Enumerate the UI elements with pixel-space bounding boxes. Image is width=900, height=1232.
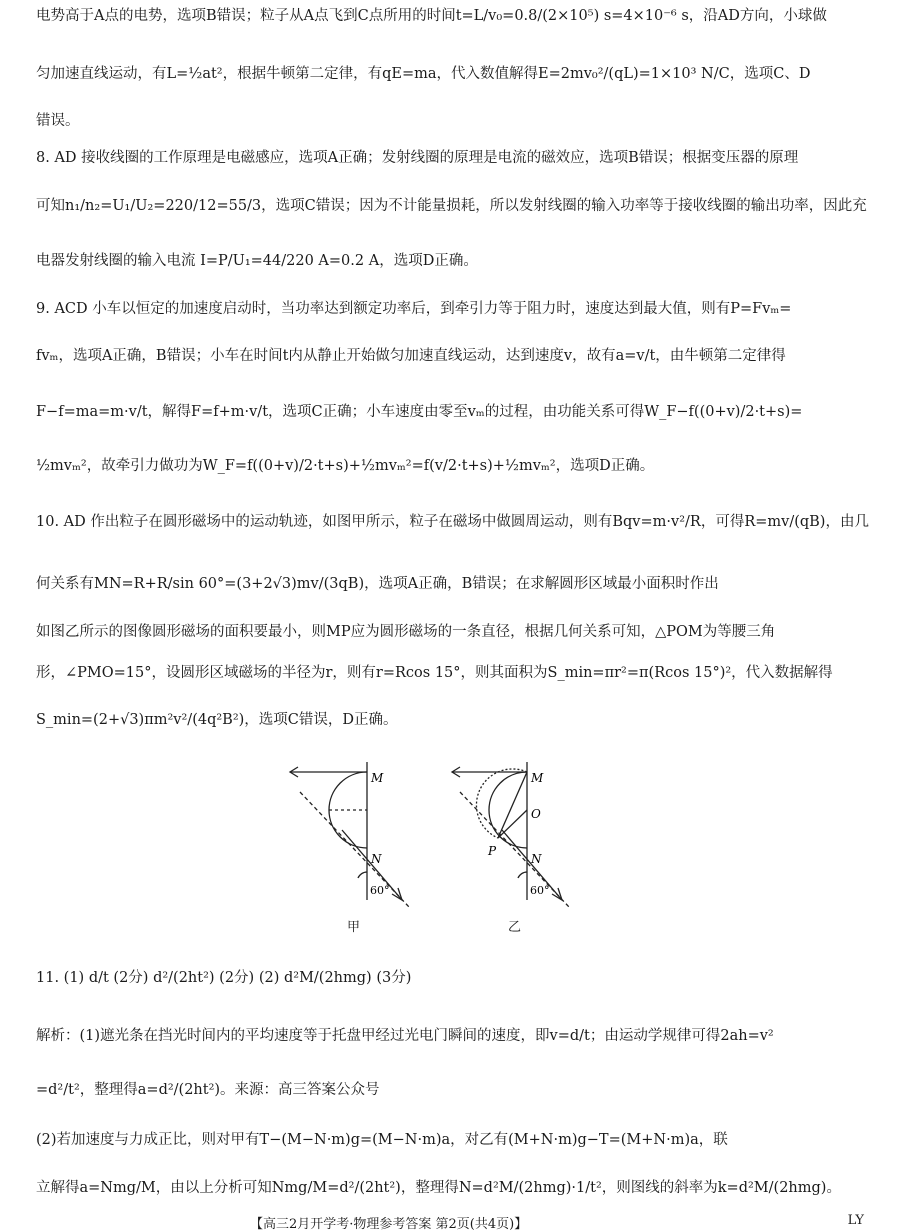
text-line: 立解得a=Nmg/M，由以上分析可知Nmg/M=d²/(2ht²)，整理得N=d²M/(2hmg)·1/t²，则图线的斜率为k=d²M/(2hmg)。 [36, 1180, 841, 1196]
text-line: 形，∠PMO=15°，设圆形区域磁场的半径为r，则有r=Rcos 15°，则其面积为S_min=πr²=π(Rcos 15°)²，代入数据解得 [36, 665, 833, 681]
text-line: 电器发射线圈的输入电流 I=P/U₁=44/220 A=0.2 A，选项D正确。 [36, 253, 478, 269]
footer-code: LY [847, 1213, 864, 1228]
label-n: N [371, 852, 382, 866]
text-line: 错误。 [36, 113, 80, 129]
answer-10-line: 10. AD 作出粒子在圆形磁场中的运动轨迹，如图甲所示，粒子在磁场中做圆周运动，则有Bqv=m·v²/R，可得R=mv/(qB)，由几 [36, 514, 869, 530]
page-footer [0, 1213, 900, 1231]
text-line: 可知n₁/n₂=U₁/U₂=220/12=55/3，选项C错误；因为不计能量损耗，所以发射线圈的输入功率等于接收线圈的输出功率，因此充 [36, 198, 867, 214]
angle-label: 60° [370, 884, 390, 897]
figure-jia [270, 760, 420, 940]
label-p: P [488, 844, 497, 858]
text-line: (2)若加速度与力成正比，则对甲有T−(M−N·m)g=(M−N·m)a，对乙有(M+N·m)g−T=(M+N·m)a，联 [36, 1132, 728, 1148]
text-line: fvₘ，选项A正确，B错误；小车在时间t内从静止开始做匀加速直线运动，达到速度v，故有a=v/t，由牛顿第二定律得 [36, 348, 786, 364]
angle-arc [518, 872, 527, 878]
caption-jia: 甲 [347, 920, 361, 935]
figure-yi [430, 760, 580, 940]
text-line: S_min=(2+√3)πm²v²/(4q²B²)，选项C错误，D正确。 [36, 712, 398, 728]
text-line: 如图乙所示的图像圆形磁场的面积要最小，则MP应为圆形磁场的一条直径，根据几何关系可知，△POM为等腰三角 [36, 624, 776, 640]
label-m: M [531, 771, 544, 785]
text-line: 何关系有MN=R+R/sin 60°=(3+2√3)mv/(3qB)，选项A正确，B错误；在求解圆形区域最小面积时作出 [36, 576, 719, 592]
caption-yi: 乙 [508, 920, 522, 935]
angle-label: 60° [530, 884, 550, 897]
text-line: F−f=ma=m·v/t，解得F=f+m·v/t，选项C正确；小车速度由零至vₘ的过程，由功能关系可得W_F−f((0+v)/2·t+s)= [36, 404, 803, 420]
answer-9-line: 9. ACD 小车以恒定的加速度启动时，当功率达到额定功率后，到牵引力等于阻力时，速度达到最大值，则有P=Fvₘ= [36, 301, 792, 317]
label-o: O [531, 807, 541, 821]
text-line: =d²/t²，整理得a=d²/(2ht²)。来源：高三答案公众号 [36, 1082, 380, 1098]
label-n: N [531, 852, 542, 866]
label-m: M [371, 771, 384, 785]
answer-8-line: 8. AD 接收线圈的工作原理是电磁感应，选项A正确；发射线圈的原理是电流的磁效应，选项B错误；根据变压器的原理 [36, 150, 799, 166]
text-line: 解析：(1)遮光条在挡光时间内的平均速度等于托盘甲经过光电门瞬间的速度，即v=d/t；由运动学规律可得2ah=v² [36, 1028, 774, 1044]
text-line: ½mvₘ²，故牵引力做功为W_F=f((0+v)/2·t+s)+½mvₘ²=f(v/2·t+s)+½mvₘ²，选项D正确。 [36, 458, 655, 474]
footer-text: 【高三2月开学考·物理参考答案 第2页(共4页)】 [250, 1217, 528, 1232]
text-line: 电势高于A点的电势，选项B错误；粒子从A点飞到C点所用的时间t=L/v₀=0.8/(2×10⁵) s=4×10⁻⁶ s，沿AD方向，小球做 [36, 8, 827, 24]
answer-11-line: 11. (1) d/t (2分) d²/(2ht²) (2分) (2) d²M/(2hmg) (3分) [36, 970, 412, 986]
text-line: 匀加速直线运动，有L=½at²，根据牛顿第二定律，有qE=ma，代入数值解得E=2mv₀²/(qL)=1×10³ N/C，选项C、D [36, 66, 811, 82]
angle-arc [358, 872, 367, 878]
